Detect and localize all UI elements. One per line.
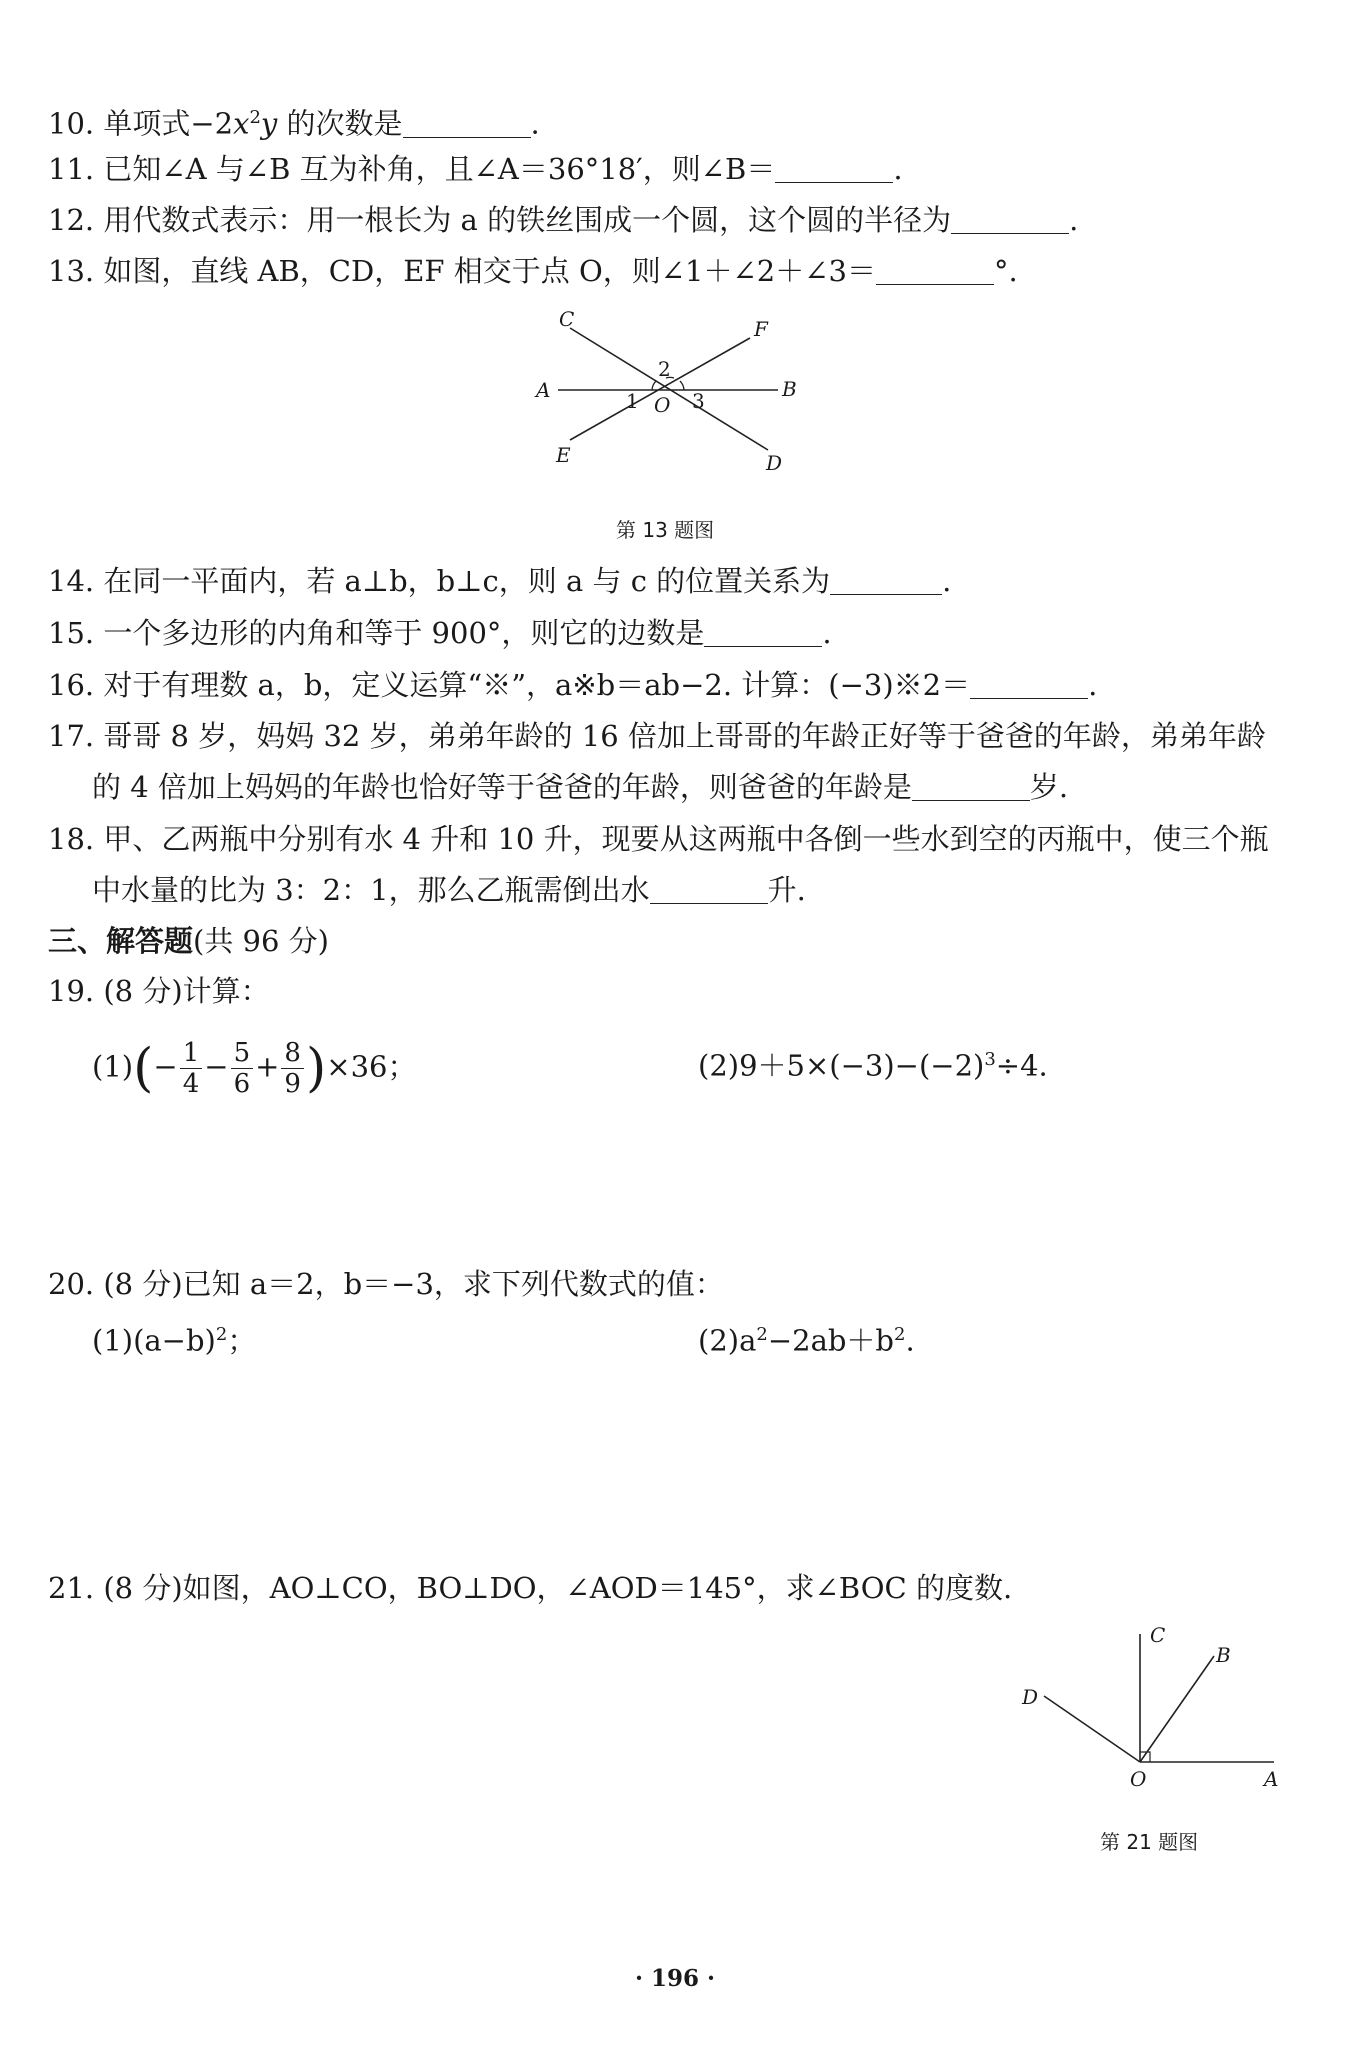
answer-blank[interactable] <box>912 770 1030 801</box>
q15-end: . <box>822 616 832 650</box>
q13-end: °. <box>994 254 1018 288</box>
q20-part2-mid: −2ab＋b <box>767 1323 894 1358</box>
q20-part1-exp: 2 <box>215 1324 228 1345</box>
angle-1-arc <box>652 381 656 390</box>
question-17-line-1 <box>48 716 1266 756</box>
q10-suffix: 的次数是 <box>277 106 403 141</box>
f1-den: 4 <box>182 1069 200 1099</box>
question-16 <box>48 665 1097 705</box>
question-18-line-1 <box>48 819 1269 859</box>
q16-end: . <box>1088 668 1098 702</box>
question-14 <box>48 561 951 601</box>
fraction-1-4 <box>180 1038 203 1099</box>
q20-part-2 <box>698 1315 915 1361</box>
question-17-line-2 <box>92 767 1068 807</box>
f2-num: 5 <box>231 1038 254 1069</box>
question-10 <box>48 98 540 144</box>
q15-text: 15. 一个多边形的内角和等于 900°，则它的边数是 <box>48 616 705 650</box>
q11-end: . <box>893 152 903 186</box>
q20-title: 20. (8 分)已知 a＝2，b＝−3，求下列代数式的值： <box>48 1267 724 1301</box>
question-18-line-2 <box>92 870 806 910</box>
q18-line-2: 中水量的比为 3：2：1，那么乙瓶需倒出水 <box>92 873 650 907</box>
q19-part2-text: (2)9＋5×(−3)−(−2) <box>698 1048 985 1083</box>
q10-end: . <box>530 106 540 141</box>
label-d: D <box>1022 1685 1039 1709</box>
section-3-title: 三、解答题 <box>48 924 194 958</box>
label-angle-3: 3 <box>692 389 705 413</box>
answer-blank[interactable] <box>775 152 893 183</box>
f2-den: 6 <box>233 1069 251 1099</box>
q18-end: 升. <box>767 873 806 907</box>
q20-part2-exp2: 2 <box>894 1324 906 1345</box>
fraction-5-6 <box>231 1038 254 1099</box>
q18-line-1: 18. 甲、乙两瓶中分别有水 4 升和 10 升，现要从这两瓶中各倒一些水到空的丙瓶中，使三个瓶 <box>48 822 1269 856</box>
f1-num: 1 <box>180 1038 203 1069</box>
q20-part1-text: (1)(a−b) <box>92 1323 216 1358</box>
q10-prefix: 10. 单项式 <box>48 106 191 141</box>
f2-sign: − <box>204 1049 229 1084</box>
fraction-8-9 <box>281 1038 304 1099</box>
answer-blank[interactable] <box>970 668 1088 699</box>
q10-var-y: y <box>260 106 278 141</box>
page-number: · 196 · <box>634 1965 716 1992</box>
label-o: O <box>1130 1767 1147 1790</box>
label-f: F <box>754 317 768 341</box>
q12-end: . <box>1069 203 1079 237</box>
answer-blank[interactable] <box>403 107 531 138</box>
question-12 <box>48 200 1078 240</box>
line-cd <box>570 328 768 450</box>
q17-line-1: 17. 哥哥 8 岁，妈妈 32 岁，弟弟年龄的 16 倍加上哥哥的年龄正好等于爸爸的年龄，弟弟年龄 <box>48 719 1266 753</box>
q19-title: 19. (8 分)计算： <box>48 974 270 1008</box>
q10-exponent: 2 <box>249 107 261 128</box>
q13-text: 13. 如图，直线 AB，CD，EF 相交于点 O，则∠1＋∠2＋∠3＝ <box>48 254 877 288</box>
f1-sign: − <box>153 1049 178 1084</box>
q19-part1-tail: ×36； <box>326 1049 417 1084</box>
question-11 <box>48 149 903 189</box>
q10-var-x: x <box>233 106 250 141</box>
line-ef <box>570 338 750 440</box>
question-15 <box>48 613 832 653</box>
q21-text: 21. (8 分)如图，AO⊥CO，BO⊥DO，∠AOD＝145°，求∠BOC 的度数. <box>48 1571 1013 1605</box>
q10-coef: −2 <box>190 106 234 141</box>
label-c: C <box>1150 1623 1166 1647</box>
question-13 <box>48 251 1018 291</box>
ray-od <box>1044 1696 1140 1762</box>
label-a: A <box>536 378 551 402</box>
f3-sign: + <box>255 1049 280 1084</box>
q19-part-2 <box>698 1040 1048 1086</box>
q20-part2-exp1: 2 <box>756 1324 768 1345</box>
section-3-points: (共 96 分) <box>193 924 329 958</box>
q14-end: . <box>942 564 952 598</box>
f3-den: 9 <box>284 1069 301 1099</box>
figure-13-caption: 第 13 题图 <box>616 518 715 542</box>
answer-blank[interactable] <box>876 254 994 285</box>
label-o: O <box>654 393 671 417</box>
label-b: B <box>1216 1643 1231 1667</box>
q20-part-1 <box>92 1315 256 1361</box>
figure-21 <box>1010 1620 1310 1790</box>
figure-13 <box>530 300 810 480</box>
q17-end: 岁. <box>1029 770 1069 804</box>
q20-part2-text: (2)a <box>698 1323 757 1358</box>
q17-line-2: 的 4 倍加上妈妈的年龄也恰好等于爸爸的年龄，则爸爸的年龄是 <box>92 770 912 804</box>
ray-ob <box>1140 1656 1214 1762</box>
f3-num: 8 <box>281 1038 304 1069</box>
left-paren: ( <box>133 1038 154 1099</box>
q12-text: 12. 用代数式表示：用一根长为 a 的铁丝围成一个圆，这个圆的半径为 <box>48 203 952 237</box>
label-a: A <box>1264 1767 1279 1790</box>
label-d: D <box>766 451 783 475</box>
q19-part2-tail: ÷4. <box>995 1048 1048 1083</box>
q20-part2-tail: . <box>905 1323 915 1358</box>
q16-text: 16. 对于有理数 a，b，定义运算“※”，a※b＝ab−2. 计算：(−3)※2＝ <box>48 668 971 702</box>
q19-part1-label: (1) <box>92 1049 134 1084</box>
question-19 <box>48 971 270 1011</box>
label-e: E <box>556 443 571 467</box>
question-20 <box>48 1264 724 1304</box>
answer-blank[interactable] <box>830 564 942 595</box>
angle-3-arc <box>680 381 684 390</box>
right-paren: ) <box>305 1038 327 1099</box>
label-c: C <box>559 307 575 331</box>
label-b: B <box>782 377 797 401</box>
q11-text: 11. 已知∠A 与∠B 互为补角，且∠A＝36°18′，则∠B＝ <box>48 152 776 186</box>
label-angle-1: 1 <box>626 389 639 413</box>
question-21 <box>48 1568 1012 1608</box>
section-3-heading <box>48 921 329 961</box>
q14-text: 14. 在同一平面内，若 a⊥b，b⊥c，则 a 与 c 的位置关系为 <box>48 564 831 598</box>
label-angle-2: 2 <box>658 357 671 381</box>
answer-blank[interactable] <box>650 873 768 904</box>
answer-blank[interactable] <box>704 616 822 647</box>
answer-blank[interactable] <box>951 203 1069 234</box>
q19-part-1 <box>92 1038 416 1099</box>
q20-part1-tail: ； <box>227 1323 257 1358</box>
figure-21-caption: 第 21 题图 <box>1100 1830 1199 1854</box>
q19-part2-exp: 3 <box>984 1049 996 1070</box>
